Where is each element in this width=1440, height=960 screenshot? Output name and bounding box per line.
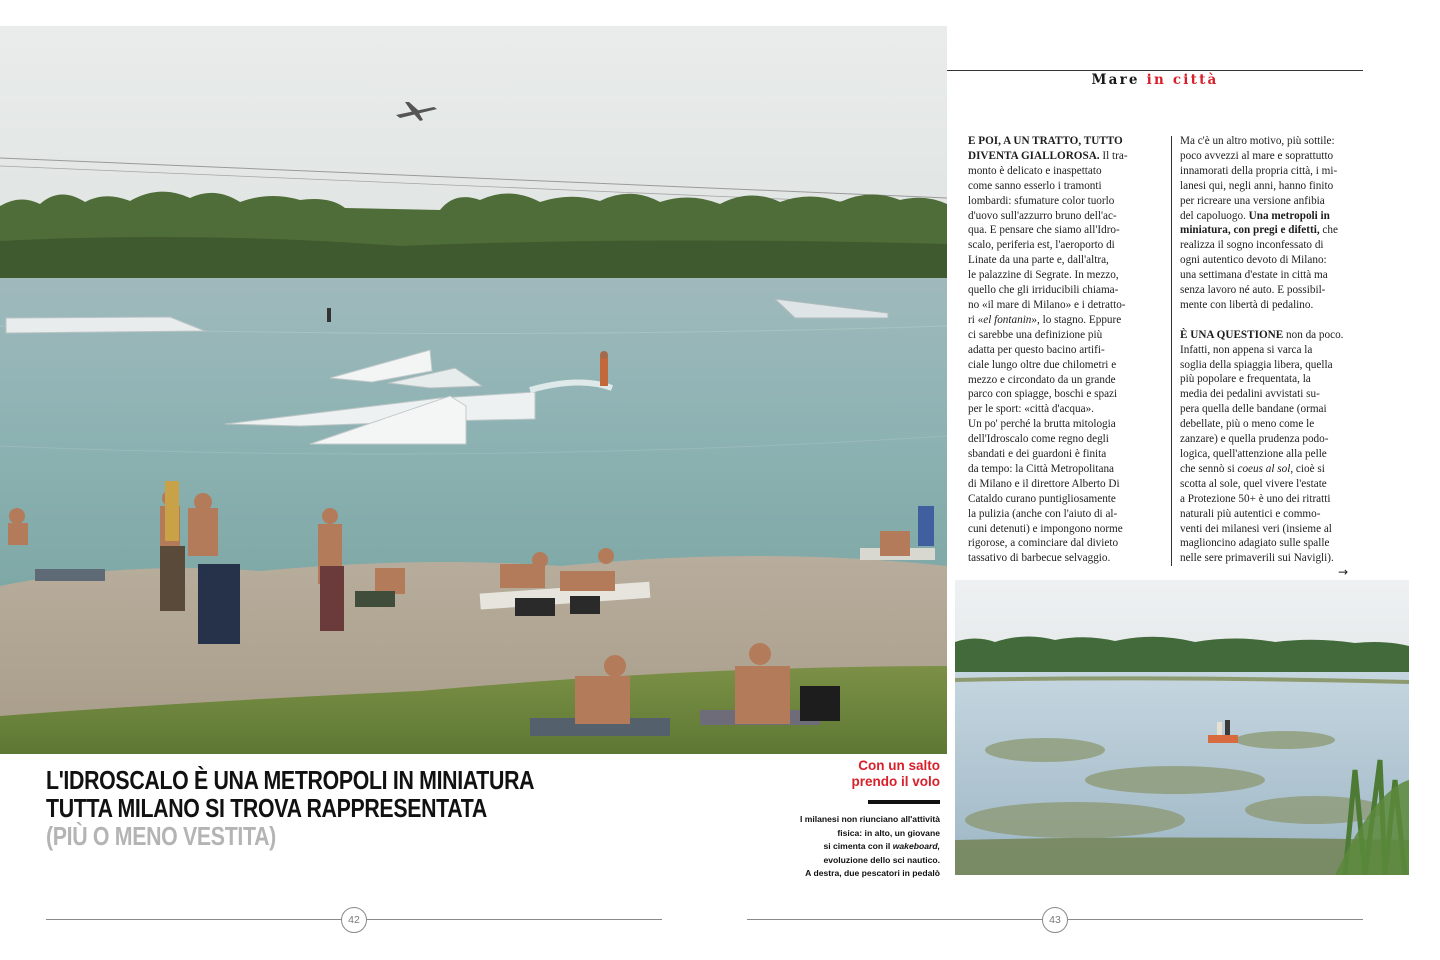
text-line: scalo, periferia est, l'aeroporto di	[968, 239, 1115, 252]
text-line: rigorose, a cominciare dal divieto	[968, 537, 1119, 550]
caption-line	[770, 840, 940, 854]
text-part: che sennò si	[1180, 462, 1238, 475]
text-part: », lo stagno. Eppure	[1031, 313, 1122, 326]
text-line: scotta al sole, quel vivere l'estate	[1180, 477, 1327, 490]
text-line: Cataldo curano puntigliosamente	[968, 492, 1116, 505]
text-line: naturali più autentici e commo-	[1180, 507, 1321, 520]
headline-line-2: TUTTA MILANO SI TROVA RAPPRESENTATA	[46, 793, 487, 823]
text-part: del capoluogo.	[1180, 209, 1249, 222]
text-line: mente con libertà di pedalino.	[1180, 298, 1314, 311]
page-number-right: 43	[1042, 907, 1068, 933]
text-line	[1180, 328, 1365, 343]
text-line: zanzare) e quella prudenza podo-	[1180, 433, 1329, 446]
text-line: media dei pedalini avvistati su-	[1180, 388, 1320, 401]
caption-line: evoluzione dello sci nautico.	[823, 854, 940, 865]
text-line: quello che gli irriducibili chiama-	[968, 284, 1119, 297]
text-line: dell'Idroscalo come regno degli	[968, 433, 1109, 446]
text-line: come sanno esserlo i tramonti	[968, 179, 1102, 192]
text-part: Il tra-	[1099, 149, 1128, 162]
page-number-left: 42	[341, 907, 367, 933]
text-line	[968, 149, 1168, 164]
text-line: Linate da una parte e, dall'altra,	[968, 254, 1109, 267]
text-line: d'uovo sull'azzurro bruno dell'ac-	[968, 209, 1117, 222]
headline-line-3: (PIÙ O MENO VESTITA)	[46, 821, 276, 851]
caption-title-line-2: prendo il volo	[851, 774, 940, 789]
text-line: senza lavoro né auto. E possibil-	[1180, 284, 1326, 297]
text-line: Ma c'è un altro motivo, più sottile:	[1180, 135, 1335, 147]
text-line: venti dei milanesi veri (insieme al	[1180, 522, 1332, 535]
text-line: mezzo e circondato da un grande	[968, 373, 1116, 386]
caption-line: I milanesi non riunciano all'attività	[799, 814, 940, 824]
text-line: innamorati della propria città, i mi-	[1180, 164, 1338, 177]
text-line: per le sport: «città d'acqua».	[968, 403, 1094, 416]
text-part: , cioè si	[1290, 462, 1325, 475]
text-line	[968, 313, 1168, 328]
text-line: adatta per questo bacino artifi-	[968, 343, 1105, 356]
section-title-red: in città	[1146, 72, 1219, 88]
paragraph-gap	[1180, 313, 1365, 328]
text-line: logica, quell'attenzione alla pelle	[1180, 448, 1327, 461]
text-line: una settimana d'estate in città ma	[1180, 269, 1328, 282]
text-part: ri «	[968, 313, 984, 326]
bold-phrase: Una metropoli in	[1248, 209, 1330, 222]
text-line: Un po' perché la brutta mitologia	[968, 418, 1116, 431]
text-line: ogni autentico devoto di Milano:	[1180, 254, 1327, 267]
caption-text-part: si cimenta con il	[823, 841, 893, 851]
text-line: poco avvezzi al mare e soprattutto	[1180, 149, 1334, 162]
text-line: più popolare e frequentata, la	[1180, 373, 1311, 386]
text-line: le palazzine di Segrate. In mezzo,	[968, 269, 1119, 282]
main-photo-idroscalo-beach	[0, 26, 947, 754]
text-line: lombardi: sfumature color tuorlo	[968, 194, 1115, 207]
text-line: la pulizia (anche con l'aiuto di al-	[968, 507, 1118, 520]
text-line	[968, 134, 1168, 149]
text-line	[1180, 223, 1365, 238]
text-line: lanesi qui, negli anni, hanno finito	[1180, 179, 1334, 192]
section-title-black: Mare	[1091, 72, 1140, 88]
caption-text	[770, 813, 940, 881]
text-part: non da poco.	[1283, 328, 1344, 341]
text-line: nelle sere primaverili sui Navigli).	[1180, 552, 1334, 565]
text-line: soglia della spiaggia libera, quella	[1180, 358, 1333, 371]
text-line: da tempo: la Città Metropolitana	[968, 462, 1115, 475]
caption-title	[790, 758, 940, 790]
italic-term: coeus al sol	[1237, 462, 1291, 475]
lead-in: È UNA QUESTIONE	[1180, 328, 1284, 341]
bold-phrase: miniatura, con pregi e difetti,	[1180, 224, 1320, 237]
text-line: ciale lungo oltre due chilometri e	[968, 358, 1117, 371]
column-divider	[1171, 136, 1172, 566]
caption-line: fisica: in alto, un giovane	[837, 827, 940, 838]
text-line: pera quella delle bandane (ormai	[1180, 403, 1327, 416]
article-column-2	[1180, 134, 1365, 566]
text-line: qua. E pensare che siamo all'Idro-	[968, 224, 1120, 237]
text-line: sbandati e dei guardoni è finita	[968, 448, 1107, 461]
text-line: per ricreare una versione anfibia	[1180, 194, 1325, 207]
text-line: debellate, più o meno come le	[1180, 418, 1315, 431]
article-column-1	[968, 134, 1168, 566]
lead-in: DIVENTA GIALLOROSA.	[968, 149, 1100, 162]
lead-in: E POI, A UN TRATTO, TUTTO	[968, 135, 1123, 147]
text-line: realizza il sogno inconfessato di	[1180, 239, 1324, 252]
caption-title-line-1: Con un salto	[858, 758, 940, 773]
text-line: ci sarebbe una definizione più	[968, 328, 1103, 341]
text-line: no «il mare di Milano» e i detratto-	[968, 298, 1126, 311]
text-line: tassativo di barbecue selvaggio.	[968, 552, 1111, 565]
text-line: a Protezione 50+ è uno dei ritratti	[1180, 492, 1331, 505]
text-line: cuni detenuti) e impongono norme	[968, 522, 1123, 535]
small-photo-pedalo-fishermen	[955, 580, 1409, 875]
headline	[46, 766, 606, 850]
continue-arrow-icon: →	[1338, 565, 1349, 579]
text-line: Infatti, non appena si varca la	[1180, 343, 1313, 356]
caption-rule	[868, 800, 940, 804]
text-line: monto è delicato e inaspettato	[968, 164, 1102, 177]
text-line	[1180, 462, 1365, 477]
text-part: che	[1319, 224, 1338, 237]
text-line: parco con spiagge, boschi e spazi	[968, 388, 1118, 401]
header-rule	[947, 70, 1363, 71]
caption-line: A destra, due pescatori in pedalò	[805, 868, 940, 878]
text-line: maglioncino adagiato sulle spalle	[1180, 537, 1330, 550]
italic-term: el fontanin	[983, 313, 1032, 326]
headline-line-1: L'IDROSCALO È UNA METROPOLI IN MINIATURA	[46, 765, 535, 795]
section-title	[947, 72, 1363, 88]
caption-italic-word: wakeboard,	[892, 841, 940, 851]
text-line: di Milano e il direttore Alberto Di	[968, 477, 1120, 490]
text-line	[1180, 209, 1365, 224]
